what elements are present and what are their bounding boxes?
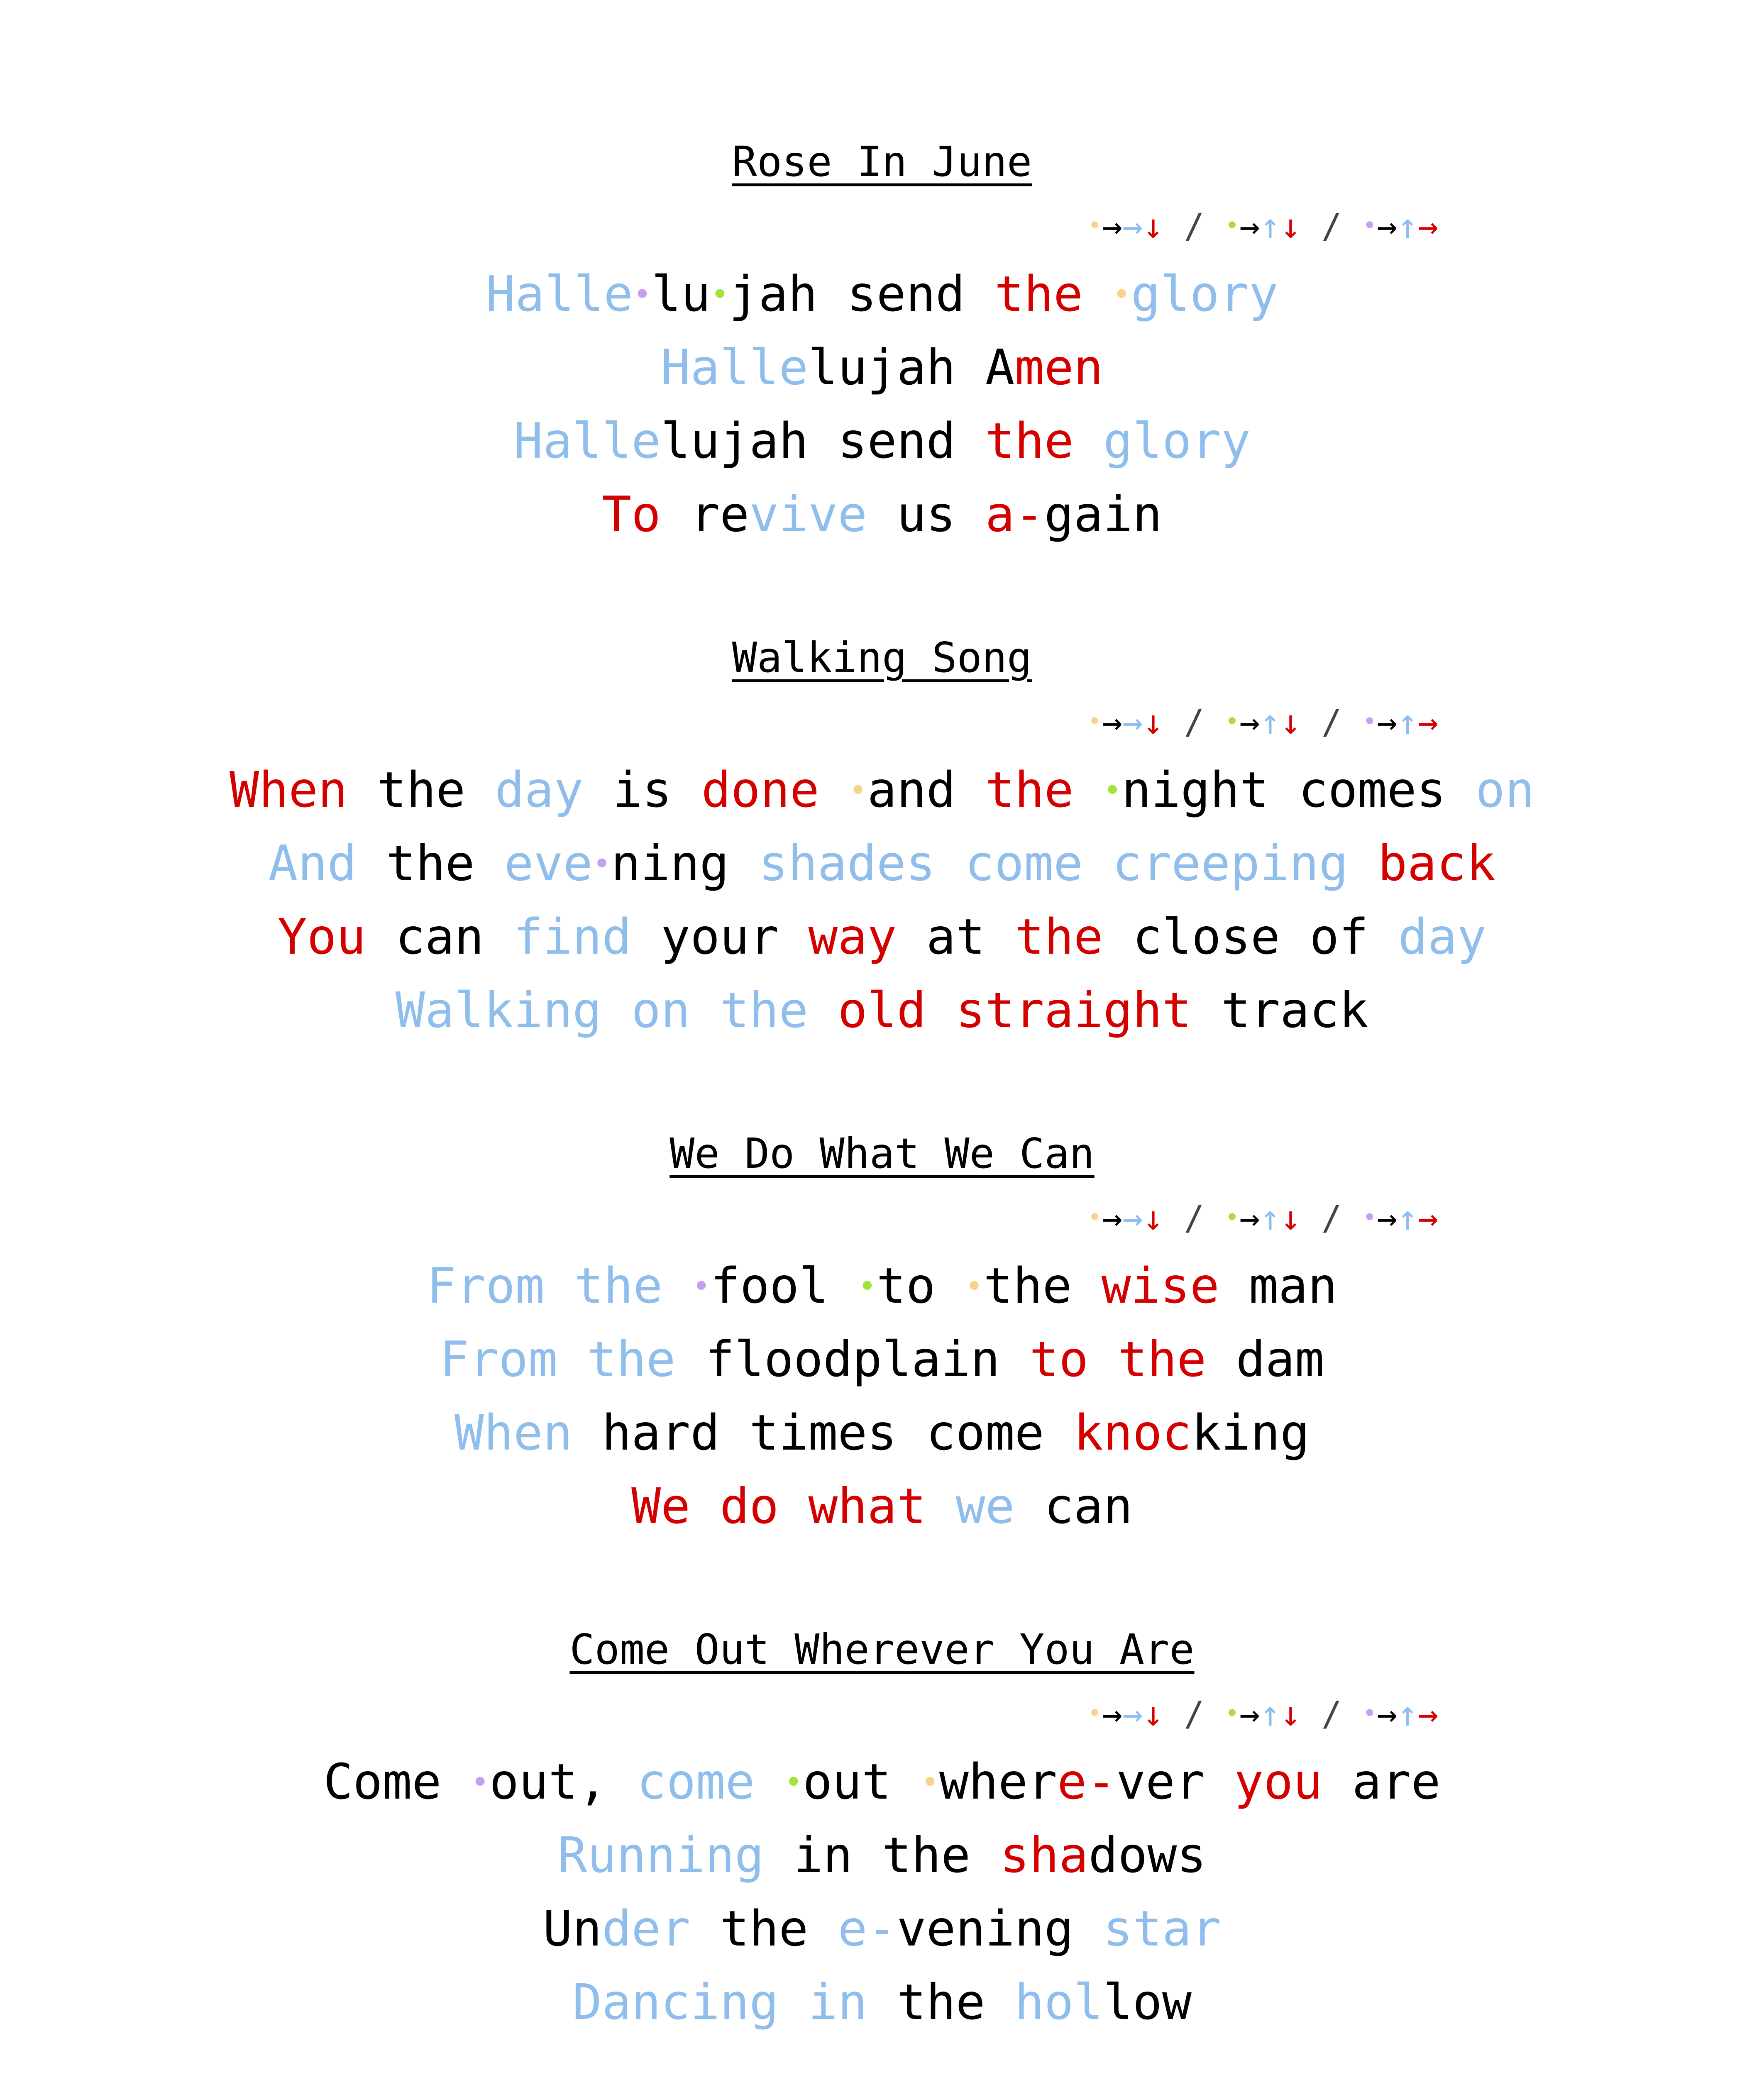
right-arrow-icon: → — [1102, 1199, 1123, 1238]
lyric-blue-segment: Walking on the — [395, 981, 838, 1039]
lyric-line — [0, 827, 1764, 900]
lyric-lines — [0, 1249, 1764, 1543]
lyric-black-segment: night comes — [1121, 761, 1476, 818]
lyric-blue-segment: on — [1475, 761, 1534, 818]
lyric-line — [0, 1965, 1764, 2039]
lyric-blue-segment: glory — [1103, 412, 1251, 469]
purple-dot-marker: • — [633, 277, 652, 312]
right-arrow-icon: → — [1122, 703, 1143, 742]
lyric-black-segment: the — [377, 761, 495, 818]
lyric-black-segment: your — [661, 908, 809, 965]
purple-dot-marker: • — [1362, 1203, 1377, 1231]
orange-dot-marker: • — [1087, 1203, 1102, 1231]
lyric-black-segment: the — [720, 1900, 838, 1957]
lyric-black-segment: Come — [323, 1753, 471, 1810]
lyric-black-segment: gain — [1044, 486, 1162, 543]
purple-dot-marker: • — [1362, 707, 1377, 735]
lyric-blue-segment: e- — [838, 1900, 897, 1957]
up-arrow-icon: ↑ — [1397, 1199, 1418, 1238]
lyric-red-segment: wise — [1101, 1257, 1249, 1314]
orange-dot-marker: • — [1087, 211, 1102, 239]
song-title: Rose In June — [732, 137, 1032, 186]
lyric-black-segment: vening — [897, 1900, 1103, 1957]
lyric-blue-segment: find — [513, 908, 661, 965]
lyric-red-segment: e- — [1057, 1753, 1117, 1810]
lyric-red-segment: the — [994, 265, 1113, 322]
purple-dot-marker: • — [1362, 211, 1377, 239]
legend-separator: / — [1163, 1694, 1225, 1734]
lyric-black-segment: in the — [793, 1826, 1000, 1884]
lyric-black-segment: can — [1044, 1477, 1133, 1535]
right-arrow-icon: → — [1417, 207, 1439, 246]
lyric-red-segment: a- — [985, 486, 1044, 543]
right-arrow-icon: → — [1122, 1694, 1143, 1734]
lyric-black-segment: out, — [489, 1753, 637, 1810]
purple-dot-marker: • — [1362, 1699, 1377, 1727]
lyric-blue-segment: come — [637, 1753, 784, 1810]
down-arrow-icon: ↓ — [1280, 207, 1301, 246]
lyric-red-segment: done — [701, 761, 849, 818]
lyric-red-segment: back — [1378, 835, 1496, 892]
green-dot-marker: • — [710, 277, 729, 312]
lyric-line — [0, 1323, 1764, 1396]
lyric-blue-segment: eve — [504, 835, 593, 892]
lyric-line — [0, 974, 1764, 1047]
lyric-blue-segment: Halle — [513, 412, 661, 469]
purple-dot-marker: • — [692, 1269, 711, 1304]
purple-dot-marker: • — [592, 846, 611, 882]
song-title: We Do What We Can — [669, 1129, 1095, 1178]
orange-dot-marker: • — [965, 1269, 984, 1304]
right-arrow-icon: → — [1122, 207, 1143, 246]
lyric-lines — [0, 257, 1764, 551]
down-arrow-icon: ↓ — [1280, 703, 1301, 742]
lyric-black-segment: lu — [651, 265, 711, 322]
lyric-line — [0, 257, 1764, 331]
right-arrow-icon: → — [1102, 703, 1123, 742]
orange-dot-marker: • — [921, 1765, 939, 1800]
lyric-blue-segment: glory — [1131, 265, 1278, 322]
right-arrow-icon: → — [1417, 1199, 1439, 1238]
right-arrow-icon: → — [1377, 1199, 1398, 1238]
legend-separator: / — [1163, 703, 1225, 742]
lyric-red-segment: old straight — [838, 981, 1221, 1039]
lyric-black-segment: hard times come — [602, 1404, 1074, 1461]
lyric-black-segment: us — [897, 486, 985, 543]
green-dot-marker: • — [1225, 1699, 1240, 1727]
lyric-blue-segment: From the — [440, 1330, 705, 1388]
lyric-red-segment: men — [1014, 339, 1103, 396]
lyric-red-segment: When — [230, 761, 377, 818]
right-arrow-icon: → — [1239, 1199, 1260, 1238]
right-arrow-icon: → — [1239, 207, 1260, 246]
lyric-line — [0, 753, 1764, 827]
up-arrow-icon: ↑ — [1260, 1694, 1280, 1734]
lyric-black-segment: track — [1221, 981, 1369, 1039]
lyric-black-segment: ning — [611, 835, 759, 892]
legend-separator: / — [1301, 703, 1363, 742]
lyric-red-segment: the — [985, 412, 1103, 469]
lyric-black-segment: are — [1352, 1753, 1441, 1810]
lyric-line — [0, 331, 1764, 404]
right-arrow-icon: → — [1239, 1694, 1260, 1734]
orange-dot-marker: • — [848, 773, 867, 808]
lyric-black-segment: to — [876, 1257, 965, 1314]
legend-separator: / — [1163, 1199, 1225, 1238]
lyric-line — [0, 1819, 1764, 1892]
lyric-blue-segment: day — [495, 761, 613, 818]
lyric-black-segment: is — [613, 761, 701, 818]
arrow-legend — [1087, 203, 1438, 248]
lyric-blue-segment: Halle — [661, 339, 809, 396]
orange-dot-marker: • — [1087, 1699, 1102, 1727]
lyric-black-segment: lujah A — [808, 339, 1015, 396]
lyric-red-segment: to the — [1029, 1330, 1236, 1388]
lyric-blue-segment: From the — [427, 1257, 692, 1314]
up-arrow-icon: ↑ — [1260, 703, 1280, 742]
legend-separator: / — [1163, 207, 1225, 246]
lyric-blue-segment: Running — [557, 1826, 794, 1884]
right-arrow-icon: → — [1377, 703, 1398, 742]
lyric-black-segment: dam — [1236, 1330, 1324, 1388]
up-arrow-icon: ↑ — [1260, 207, 1280, 246]
arrow-legend — [1087, 1194, 1438, 1240]
down-arrow-icon: ↓ — [1280, 1199, 1301, 1238]
green-dot-marker: • — [858, 1269, 877, 1304]
down-arrow-icon: ↓ — [1280, 1694, 1301, 1734]
arrow-legend — [1087, 1690, 1438, 1736]
lyric-black-segment: ver — [1116, 1753, 1234, 1810]
right-arrow-icon: → — [1417, 1694, 1439, 1734]
lyric-black-segment: the — [386, 835, 504, 892]
lyric-red-segment: To — [602, 486, 691, 543]
purple-dot-marker: • — [471, 1765, 490, 1800]
lyric-black-segment: close of — [1132, 908, 1398, 965]
lyric-blue-segment: Dancing in — [572, 1973, 897, 2031]
lyric-black-segment: at — [926, 908, 1015, 965]
up-arrow-icon: ↑ — [1397, 1694, 1418, 1734]
green-dot-marker: • — [1225, 211, 1240, 239]
right-arrow-icon: → — [1122, 1199, 1143, 1238]
lyric-blue-segment: we — [955, 1477, 1044, 1535]
lyric-red-segment: knoc — [1073, 1404, 1192, 1461]
down-arrow-icon: ↓ — [1143, 703, 1164, 742]
lyric-line — [0, 1892, 1764, 1965]
lyric-black-segment: Un — [543, 1900, 602, 1957]
up-arrow-icon: ↑ — [1260, 1199, 1280, 1238]
lyric-black-segment: the — [897, 1973, 1015, 2031]
down-arrow-icon: ↓ — [1143, 207, 1164, 246]
lyric-black-segment: can — [395, 908, 513, 965]
lyric-black-segment: king — [1191, 1404, 1310, 1461]
orange-dot-marker: • — [1087, 707, 1102, 735]
lyric-line — [0, 1745, 1764, 1819]
right-arrow-icon: → — [1377, 207, 1398, 246]
song-title: Walking Song — [732, 633, 1032, 682]
right-arrow-icon: → — [1377, 1694, 1398, 1734]
lyric-black-segment: and — [867, 761, 985, 818]
lyric-black-segment: floodplain — [705, 1330, 1030, 1388]
lyric-red-segment: you — [1234, 1753, 1352, 1810]
lyric-line — [0, 1249, 1764, 1323]
lyric-blue-segment: der — [602, 1900, 720, 1957]
green-dot-marker: • — [1103, 773, 1122, 808]
down-arrow-icon: ↓ — [1143, 1199, 1164, 1238]
lyric-red-segment: way — [808, 908, 926, 965]
lyric-blue-segment: star — [1103, 1900, 1221, 1957]
lyric-line — [0, 1396, 1764, 1470]
legend-separator: / — [1301, 207, 1363, 246]
lyric-black-segment: low — [1103, 1973, 1192, 2031]
green-dot-marker: • — [1225, 707, 1240, 735]
arrow-legend — [1087, 698, 1438, 744]
lyric-line — [0, 478, 1764, 551]
lyric-lines — [0, 1745, 1764, 2039]
song-title: Come Out Wherever You Are — [569, 1625, 1195, 1674]
lyric-black-segment: the — [983, 1257, 1102, 1314]
legend-separator: / — [1301, 1694, 1363, 1734]
right-arrow-icon: → — [1102, 1694, 1123, 1734]
lyric-blue-segment: And — [268, 835, 386, 892]
lyric-red-segment: You — [277, 908, 396, 965]
lyric-black-segment: fool — [710, 1257, 858, 1314]
lyric-blue-segment: vive — [749, 486, 897, 543]
right-arrow-icon: → — [1417, 703, 1439, 742]
lyric-line — [0, 1470, 1764, 1543]
up-arrow-icon: ↑ — [1397, 207, 1418, 246]
lyric-black-segment: man — [1248, 1257, 1337, 1314]
lyric-line — [0, 900, 1764, 974]
lyric-blue-segment: Halle — [486, 265, 633, 322]
lyric-red-segment: the — [1014, 908, 1133, 965]
lyric-black-segment: jah send — [729, 265, 994, 322]
lyric-lines — [0, 753, 1764, 1047]
green-dot-marker: • — [1225, 1203, 1240, 1231]
lyric-black-segment: dows — [1088, 1826, 1207, 1884]
lyric-black-segment: wher — [939, 1753, 1058, 1810]
lyric-red-segment: We do what — [631, 1477, 956, 1535]
lyric-red-segment: the — [985, 761, 1103, 818]
lyric-blue-segment: shades come creeping — [758, 835, 1378, 892]
legend-separator: / — [1301, 1199, 1363, 1238]
lyric-line — [0, 404, 1764, 478]
right-arrow-icon: → — [1239, 703, 1260, 742]
lyric-black-segment: lujah send — [661, 412, 985, 469]
lyric-black-segment: re — [690, 486, 750, 543]
down-arrow-icon: ↓ — [1143, 1694, 1164, 1734]
lyric-blue-segment: day — [1398, 908, 1487, 965]
green-dot-marker: • — [784, 1765, 803, 1800]
orange-dot-marker: • — [1112, 277, 1131, 312]
lyric-blue-segment: hol — [1014, 1973, 1103, 2031]
lyric-black-segment: out — [803, 1753, 921, 1810]
up-arrow-icon: ↑ — [1397, 703, 1418, 742]
right-arrow-icon: → — [1102, 207, 1123, 246]
lyric-red-segment: sha — [1000, 1826, 1089, 1884]
lyric-blue-segment: When — [454, 1404, 602, 1461]
